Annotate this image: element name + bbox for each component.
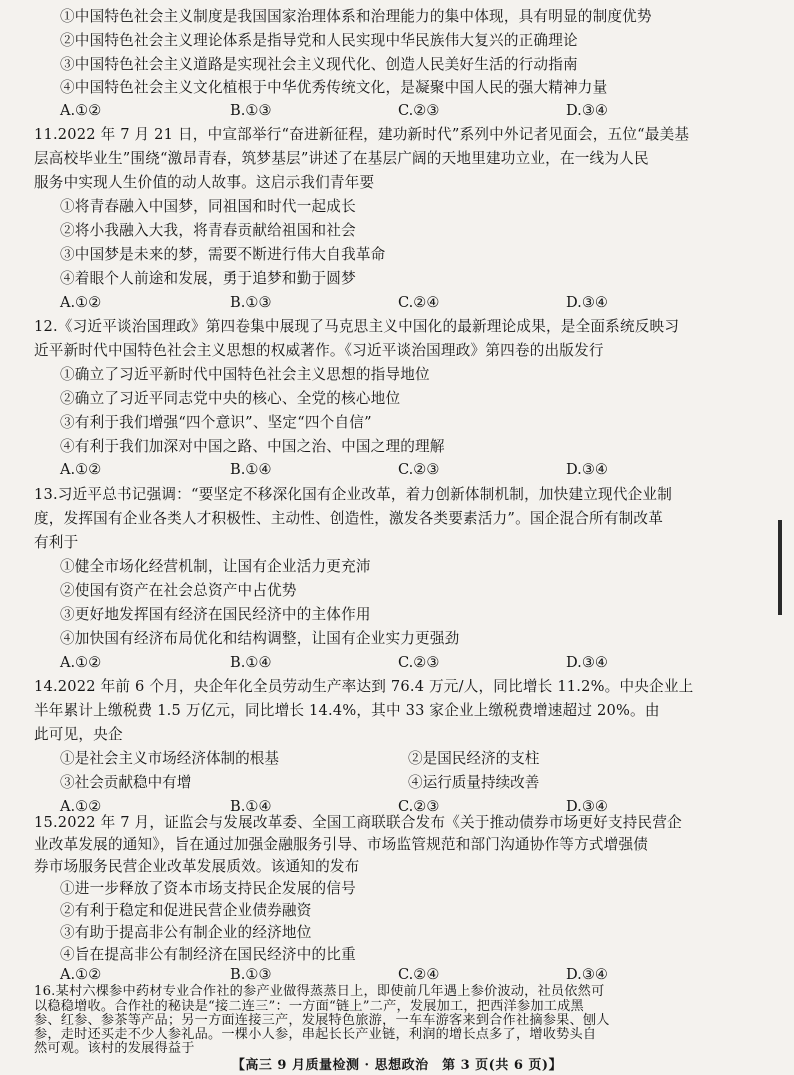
q11-item-1: ①将青春融入中国梦，同祖国和时代一起成长	[60, 198, 356, 215]
q14-option-a: A.①②	[60, 798, 102, 815]
q14-stem-3: 此可见，央企	[34, 726, 123, 743]
q15-option-b: B.①③	[230, 966, 272, 983]
q14-items-row-1	[60, 748, 760, 770]
q16-stem-2: 以稳稳增收。合作社的秘诀是“接二连三”：一方面“链上”二产，发展加工，把西洋参加工成黑	[34, 999, 584, 1014]
q11-options	[60, 292, 760, 314]
q15-item-4: ④旨在提高非公有制经济在国民经济中的比重	[60, 946, 356, 963]
q12-item-4: ④有利于我们加深对中国之路、中国之治、中国之理的理解	[60, 438, 445, 455]
page-footer: 【高三 9 月质量检测 · 思想政治 第 3 页(共 6 页)】	[231, 1058, 563, 1073]
q15-option-d: D.③④	[566, 966, 608, 983]
q15-option-a: A.①②	[60, 966, 102, 983]
q10-option-b: B.①③	[230, 102, 272, 119]
q13-options	[60, 652, 760, 674]
q10-item-1: ①中国特色社会主义制度是我国国家治理体系和治理能力的集中体现，具有明显的制度优势	[60, 8, 652, 25]
q13-item-1: ①健全市场化经营机制，让国有企业活力更充沛	[60, 558, 371, 575]
q11-item-2: ②将小我融入大我，将青春贡献给祖国和社会	[60, 222, 356, 239]
q14-item-2: ②是国民经济的支柱	[408, 750, 540, 767]
q16-stem-5: 然可观。该村的发展得益于	[34, 1041, 195, 1056]
q14-stem-2: 半年累计上缴税费 1.5 万亿元，同比增长 14.4%，其中 33 家企业上缴税费增速超过 20%。由	[34, 702, 660, 719]
q10-item-4: ④中国特色社会主义文化植根于中华优秀传统文化，是凝聚中国人民的强大精神力量	[60, 79, 608, 96]
q14-item-4: ④运行质量持续改善	[408, 774, 540, 791]
q11-option-b: B.①③	[230, 294, 272, 311]
q10-option-d: D.③④	[566, 102, 608, 119]
q11-item-3: ③中国梦是未来的梦，需要不断进行伟大自我革命	[60, 246, 386, 263]
q10-item-2: ②中国特色社会主义理论体系是指导党和人民实现中华民族伟大复兴的正确理论	[60, 32, 578, 49]
q13-item-3: ③更好地发挥国有经济在国民经济中的主体作用	[60, 606, 371, 623]
q10-options	[60, 100, 760, 122]
q10-option-c: C.②③	[398, 102, 440, 119]
q14-item-3: ③社会贡献稳中有增	[60, 774, 192, 791]
q12-item-2: ②确立了习近平同志党中央的核心、全党的核心地位	[60, 390, 401, 407]
q14-option-d: D.③④	[566, 798, 608, 815]
q12-option-d: D.③④	[566, 461, 608, 478]
q15-item-1: ①进一步释放了资本市场支持民企发展的信号	[60, 880, 356, 897]
q12-item-3: ③有利于我们增强“四个意识”、坚定“四个自信”	[60, 414, 372, 431]
q13-item-2: ②使国有资产在社会总资产中占优势	[60, 582, 297, 599]
q14-option-b: B.①④	[230, 798, 272, 815]
q12-option-a: A.①②	[60, 461, 102, 478]
q12-options	[60, 459, 760, 481]
q13-item-4: ④加快国有经济布局优化和结构调整，让国有企业实力更强劲	[60, 630, 460, 647]
q14-items-row-2	[60, 772, 760, 794]
q13-option-c: C.②③	[398, 654, 440, 671]
q12-item-1: ①确立了习近平新时代中国特色社会主义思想的指导地位	[60, 366, 430, 383]
q12-stem-1: 12.《习近平谈治国理政》第四卷集中展现了马克思主义中国化的最新理论成果，是全面系统反映习	[34, 318, 680, 335]
binding-edge-mark	[778, 520, 782, 615]
q11-stem-1: 11.2022 年 7 月 21 日，中宣部举行“奋进新征程，建功新时代”系列中外记者见面会，五位“最美基	[34, 126, 690, 143]
q13-stem-3: 有利于	[34, 534, 79, 551]
q12-option-c: C.②③	[398, 461, 440, 478]
q12-option-b: B.①④	[230, 461, 272, 478]
q15-stem-2: 业改革发展的通知》，旨在通过加强金融服务引导、市场监管规范和部门沟通协作等方式增强债	[34, 836, 649, 853]
q11-item-4: ④着眼个人前途和发展，勇于追梦和勤于圆梦	[60, 270, 356, 287]
q15-stem-3: 券市场服务民营企业改革发展质效。该通知的发布	[34, 858, 360, 875]
q14-item-1: ①是社会主义市场经济体制的根基	[60, 750, 279, 767]
q13-option-d: D.③④	[566, 654, 608, 671]
q16-stem-1: 16.某村六棵参中药材专业合作社的参产业做得蒸蒸日上，即使前几年遇上参价波动，社员依然可	[34, 984, 605, 999]
q15-item-2: ②有利于稳定和促进民营企业债券融资	[60, 902, 312, 919]
q13-stem-1: 13.习近平总书记强调：“要坚定不移深化国有企业改革，着力创新体制机制，加快建立现代企业制	[34, 486, 673, 503]
q10-item-3: ③中国特色社会主义道路是实现社会主义现代化、创造人民美好生活的行动指南	[60, 56, 578, 73]
q15-stem-1: 15.2022 年 7 月，证监会与发展改革委、全国工商联联合发布《关于推动债券市场更好支持民营企	[34, 814, 682, 831]
q16-stem-4: 参，走时还买走不少人参礼品。一棵小人参，串起长长产业链，利润的增长点多了，增收势头自	[34, 1027, 597, 1042]
q11-stem-2: 层高校毕业生”围绕“激昂青春，筑梦基层”讲述了在基层广阔的天地里建功立业，在一线为人民	[34, 150, 649, 167]
q11-option-d: D.③④	[566, 294, 608, 311]
q10-option-a: A.①②	[60, 102, 102, 119]
q15-option-c: C.②④	[398, 966, 440, 983]
q14-stem-1: 14.2022 年前 6 个月，央企年化全员劳动生产率达到 76.4 万元/人，同比增长 11.2%。中央企业上	[34, 678, 694, 695]
q16-stem-3: 参、红参、参茶等产品；另一方面连接三产，发展特色旅游，一车车游客来到合作社摘参果、刨人	[34, 1013, 610, 1028]
q11-option-c: C.②④	[398, 294, 440, 311]
q13-stem-2: 度，发挥国有企业各类人才积极性、主动性、创造性，激发各类要素活力”。国企混合所有制改革	[34, 510, 664, 527]
q11-option-a: A.①②	[60, 294, 102, 311]
q12-stem-2: 近平新时代中国特色社会主义思想的权威著作。《习近平谈治国理政》第四卷的出版发行	[34, 342, 604, 359]
q13-option-b: B.①④	[230, 654, 272, 671]
q11-stem-3: 服务中实现人生价值的动人故事。这启示我们青年要	[34, 174, 375, 191]
q13-option-a: A.①②	[60, 654, 102, 671]
q15-options	[60, 964, 760, 986]
q15-item-3: ③有助于提高非公有制企业的经济地位	[60, 924, 312, 941]
q14-option-c: C.②③	[398, 798, 440, 815]
